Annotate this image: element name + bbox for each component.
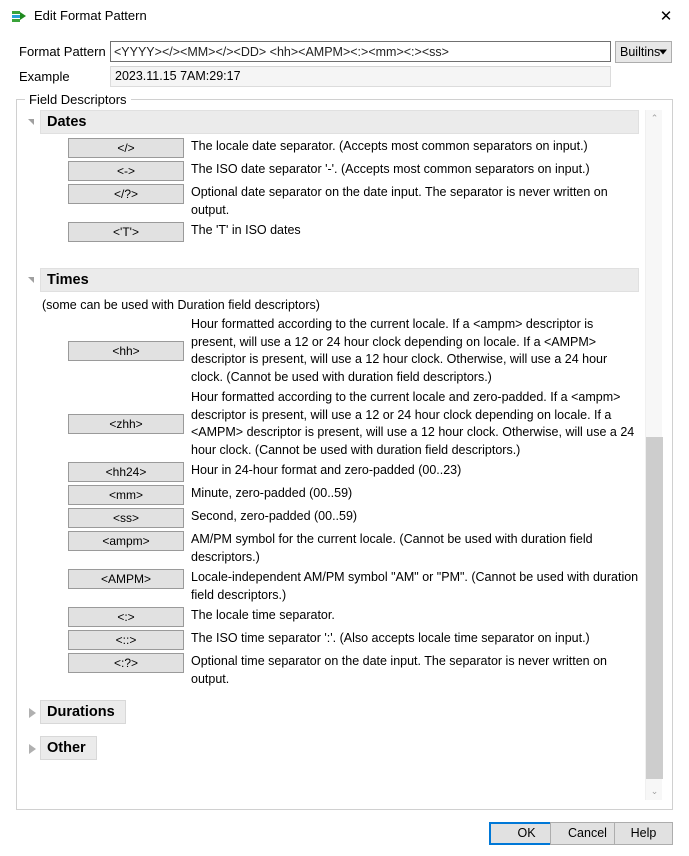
- chevron-down-icon: [28, 119, 34, 125]
- descriptor-description: Optional date separator on the date input. The separator is never written on output.: [191, 185, 608, 217]
- format-pattern-icon: [11, 9, 27, 25]
- descriptor-description: Hour formatted according to the current locale. If a <ampm> descriptor is present, will use a 12 or 24 hour clock depending on locale. If a <AMPM> descriptor is present, will use a 12 hour clock. Otherwise, will use a 24 hour clock. (Cannot be used with duration field descriptors.): [191, 317, 608, 384]
- descriptor-description: AM/PM symbol for the current locale. (Cannot be used with duration field descriptors.): [191, 532, 593, 564]
- section-other: [22, 736, 639, 760]
- descriptor-row: [22, 222, 639, 242]
- section-title-durations: Durations: [47, 704, 115, 720]
- descriptor-token-button[interactable]: </>: [68, 138, 184, 158]
- format-pattern-input[interactable]: [110, 41, 611, 62]
- descriptor-description: Locale-independent AM/PM symbol "AM" or "PM". (Cannot be used with duration field descriptors.): [191, 570, 639, 602]
- descriptor-row: [22, 462, 639, 482]
- descriptor-token-button[interactable]: <:>: [68, 607, 184, 627]
- descriptor-token-button[interactable]: <ss>: [68, 508, 184, 528]
- descriptor-description: Hour formatted according to the current locale and zero-padded. If a <ampm> descriptor is present, will use a 12 or 24 hour clock depending on locale. If a <AMPM> descriptor is present, will use a 12 hour clock. Otherwise, will use a 24 hour clock. (Cannot be used with duration field descriptors.): [191, 390, 635, 457]
- window-title: Edit Format Pattern: [34, 8, 147, 23]
- descriptor-description: The ISO time separator ':'. (Also accepts locale time separator on input.): [191, 631, 590, 645]
- field-descriptors-label: Field Descriptors: [25, 92, 131, 107]
- descriptor-token-button[interactable]: <ampm>: [68, 531, 184, 551]
- help-button[interactable]: Help: [614, 822, 673, 845]
- section-title-times: Times: [47, 272, 89, 288]
- close-icon[interactable]: ✕: [659, 8, 673, 25]
- title-bar: [0, 0, 689, 34]
- descriptor-row: [22, 485, 639, 505]
- builtins-label: Builtins: [620, 45, 661, 59]
- descriptor-token-button[interactable]: <->: [68, 161, 184, 181]
- descriptor-description: The locale time separator.: [191, 608, 335, 622]
- ok-button[interactable]: OK: [489, 822, 564, 845]
- descriptor-token-button[interactable]: <hh>: [68, 341, 184, 361]
- scroll-up-icon[interactable]: ⌃: [650, 113, 659, 123]
- chevron-down-icon: [659, 50, 667, 55]
- descriptor-row: [22, 630, 639, 650]
- descriptor-token-button[interactable]: <AMPM>: [68, 569, 184, 589]
- section-note-times: (some can be used with Duration field descriptors): [42, 298, 320, 312]
- descriptor-description: Second, zero-padded (00..59): [191, 509, 358, 523]
- section-title-dates: Dates: [47, 114, 87, 130]
- section-header-dates[interactable]: [40, 110, 639, 134]
- descriptor-token-button[interactable]: <hh24>: [68, 462, 184, 482]
- descriptor-token-button[interactable]: </?>: [68, 184, 184, 204]
- descriptor-description: Minute, zero-padded (00..59): [191, 486, 353, 500]
- scrollbar-thumb[interactable]: [646, 437, 663, 779]
- descriptor-description: The ISO date separator '-'. (Accepts most common separators on input.): [191, 162, 590, 176]
- dialog-button-bar: [0, 822, 689, 856]
- builtins-dropdown[interactable]: [615, 41, 672, 63]
- descriptor-row: [22, 569, 639, 604]
- cancel-button[interactable]: Cancel: [550, 822, 625, 845]
- descriptor-row: [22, 508, 639, 528]
- descriptor-row: [22, 184, 639, 219]
- section-dates: [22, 110, 639, 242]
- descriptor-token-button[interactable]: <mm>: [68, 485, 184, 505]
- descriptor-description: Hour in 24-hour format and zero-padded (00..23): [191, 463, 462, 477]
- descriptor-row: [22, 653, 639, 688]
- descriptor-token-button[interactable]: <::>: [68, 630, 184, 650]
- section-header-durations[interactable]: [40, 700, 126, 724]
- section-times: [22, 268, 639, 688]
- chevron-right-icon: [29, 744, 36, 754]
- descriptor-row: [22, 531, 639, 566]
- example-value: 2023.11.15 7AM:29:17: [110, 66, 611, 87]
- descriptor-list-times: [22, 316, 639, 688]
- descriptor-row: [22, 389, 639, 459]
- format-pattern-label: Format Pattern: [19, 44, 106, 59]
- descriptor-description: The 'T' in ISO dates: [191, 223, 301, 237]
- section-header-other[interactable]: [40, 736, 97, 760]
- example-label: Example: [19, 69, 70, 84]
- descriptor-list-dates: [22, 138, 639, 242]
- descriptor-row: [22, 316, 639, 386]
- chevron-down-icon: [28, 277, 34, 283]
- section-header-times[interactable]: [40, 268, 639, 292]
- descriptor-description: Optional time separator on the date input. The separator is never written on output.: [191, 654, 607, 686]
- descriptor-row: [22, 138, 639, 158]
- field-descriptors-scroll-viewport: [22, 110, 667, 800]
- vertical-scrollbar[interactable]: [645, 110, 662, 800]
- descriptor-token-button[interactable]: <'T'>: [68, 222, 184, 242]
- section-durations: [22, 700, 639, 724]
- descriptor-token-button[interactable]: <:?>: [68, 653, 184, 673]
- descriptor-row: [22, 607, 639, 627]
- descriptor-description: The locale date separator. (Accepts most common separators on input.): [191, 139, 588, 153]
- descriptor-token-button[interactable]: <zhh>: [68, 414, 184, 434]
- descriptor-row: [22, 161, 639, 181]
- chevron-right-icon: [29, 708, 36, 718]
- section-title-other: Other: [47, 740, 86, 756]
- scroll-down-icon[interactable]: ⌄: [650, 786, 659, 796]
